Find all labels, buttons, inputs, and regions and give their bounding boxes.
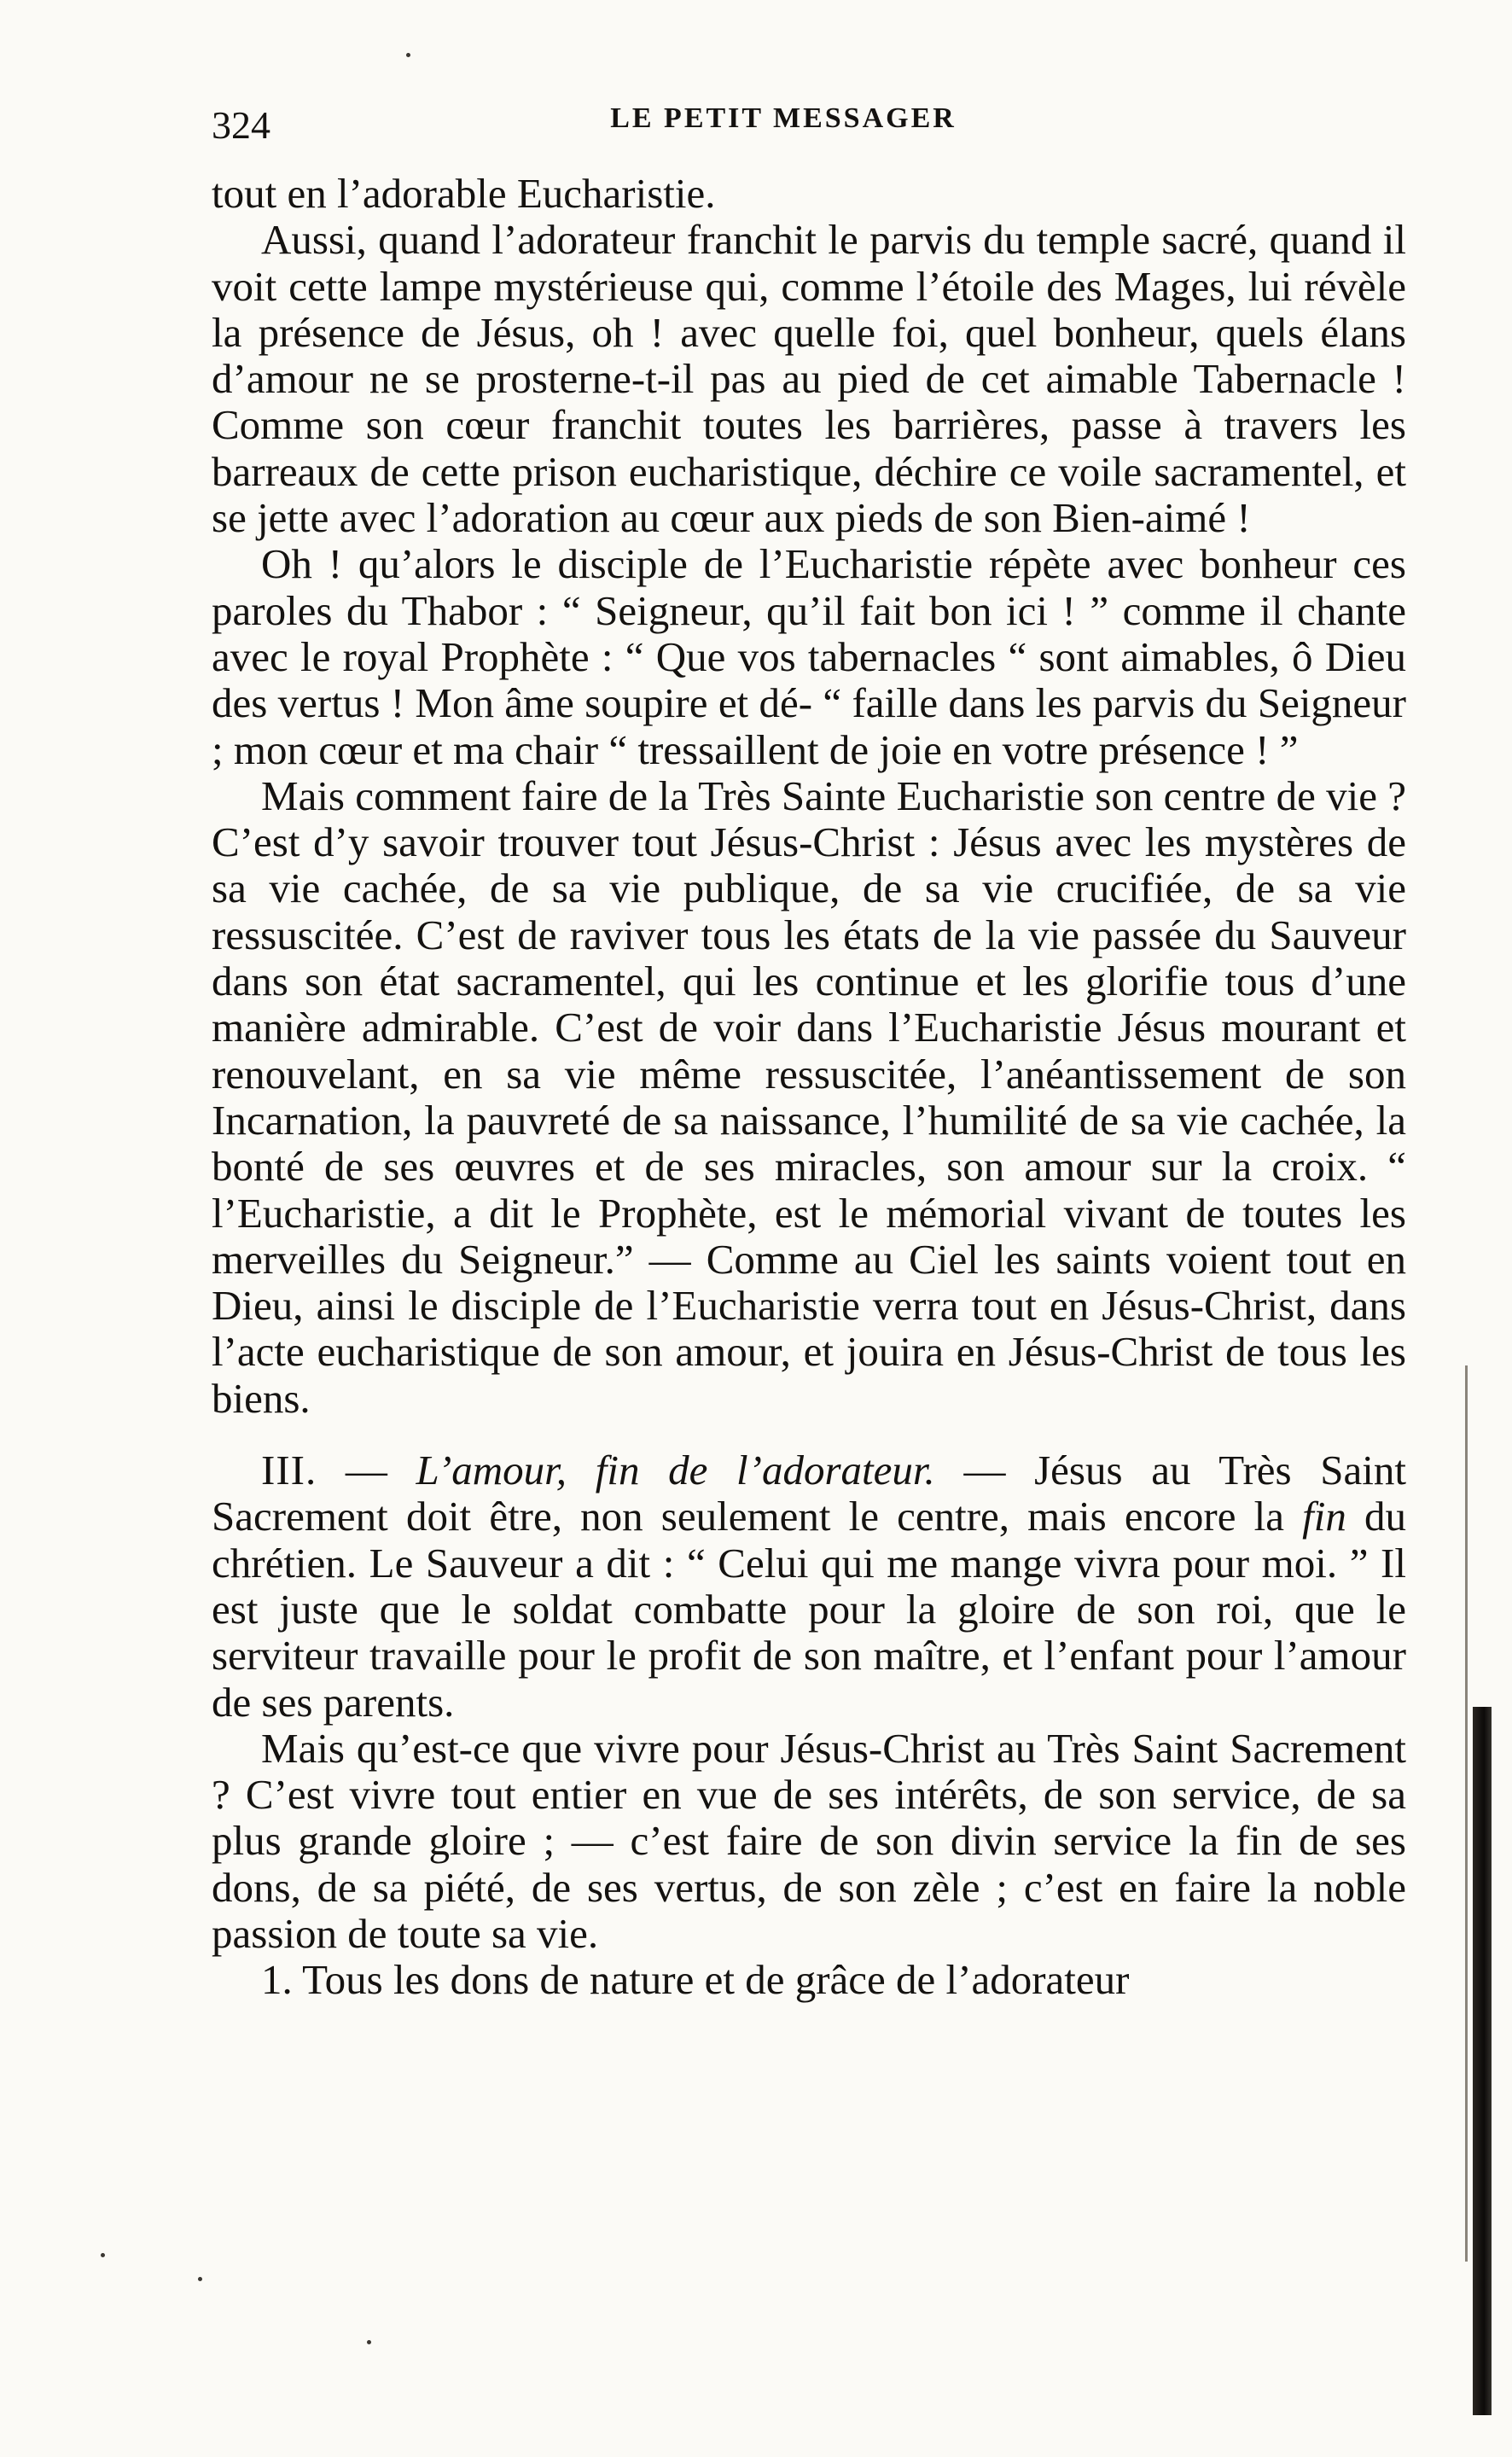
scan-speck	[406, 53, 410, 57]
running-title: LE PETIT MESSAGER	[610, 102, 957, 134]
paragraph-6: Mais qu’est-ce que vivre pour Jésus-Christ au Très Saint Sacrement ? C’est vivre tout entier en vue de ses intérêts, de son service, de sa plus grande gloire ; — c’est faire de son divin service la fin de ses dons, de sa piété, de ses vertus, de son zèle ; c’est en faire la noble passion de toute sa vie.	[212, 1724, 1406, 1957]
section-heading: L’amour, fin de l’adorateur.	[416, 1447, 935, 1494]
section-text-b: du chrétien. Le Sauveur a dit : “ Celui qui me mange vivra pour moi. ” Il est juste que le soldat combatte pour la gloire de son roi, que le serviteur travaille pour le profit de son maître, et l’enfant pour l’amour de ses parents.	[212, 1493, 1406, 1726]
paragraph-2: Aussi, quand l’adorateur franchit le parvis du temple sacré, quand il voit cette lampe mystérieuse qui, comme l’étoile des Mages, lui révèle la présence de Jésus, oh ! avec quelle foi, quel bonheur, quels élans d’amour ne se prosterne-t-il pas au pied de cet aimable Tabernacle ! Comme son cœur franchit toutes les barrières, passe à travers les barreaux de cette prison eucharistique, déchire ce voile sacramentel, et se jette avec l’adoration au cœur aux pieds de son Bien-aimé !	[212, 216, 1406, 542]
scan-speck	[101, 2253, 105, 2257]
scan-speck	[198, 2277, 202, 2281]
section-dash: —	[317, 1447, 416, 1494]
paragraph-3: Oh ! qu’alors le disciple de l’Eucharistie répète avec bonheur ces paroles du Thabor : “ Seigneur, qu’il fait bon ici ! ” comme il chante avec le royal Prophète : “ Que vos tabernacles “ sont aimables, ô Dieu des vertus ! Mon âme soupire et dé- “ faille dans les parvis du Seigneur ; mon cœur et ma chair “ tressaillent de joie en votre présence ! ”	[212, 540, 1406, 773]
scan-edge-shadow	[1473, 1707, 1492, 2415]
page-header	[212, 102, 1406, 171]
section-text-a: — Jésus au Très Saint Sacrement doit être, non seulement le centre, mais encore la	[212, 1447, 1406, 1540]
section-iii-paragraph	[212, 1447, 1406, 1726]
paragraph-7: 1. Tous les dons de nature et de grâce de l’adorateur	[261, 1956, 1130, 2004]
section-fin-word: fin	[1302, 1493, 1346, 1540]
paragraph-1: tout en l’adorable Eucharistie.	[212, 170, 716, 217]
paragraph-4: Mais comment faire de la Très Sainte Eucharistie son centre de vie ? C’est d’y savoir trouver tout Jésus-Christ : Jésus avec les mystères de sa vie cachée, de sa vie publique, de sa vie crucifiée, de sa vie ressuscitée. C’est de raviver tous les états de la vie passée du Sauveur dans son état sacramentel, qui les continue et les glorifie tous d’une manière admirable. C’est de voir dans l’Eucharistie Jésus mourant et renouvelant, en sa vie même ressuscitée, l’anéantissement de son Incarnation, la pauvreté de sa naissance, l’humilité de sa vie cachée, la bonté de ses œuvres et de ses miracles, son amour sur la croix. “ l’Eucharistie, a dit le Prophète, est le mémorial vivant de toutes les merveilles du Seigneur.” — Comme au Ciel les saints voient tout en Dieu, ainsi le disciple de l’Eucharistie verra tout en Jésus-Christ, dans l’acte eucharistique de son amour, et jouira en Jésus-Christ de tous les biens.	[212, 771, 1406, 1422]
scan-edge-line	[1465, 1365, 1468, 2262]
body-text	[212, 171, 1406, 2004]
page-number: 324	[212, 103, 270, 147]
scan-speck	[367, 2340, 371, 2344]
book-page	[212, 102, 1406, 2004]
section-numeral: III.	[261, 1447, 317, 1494]
